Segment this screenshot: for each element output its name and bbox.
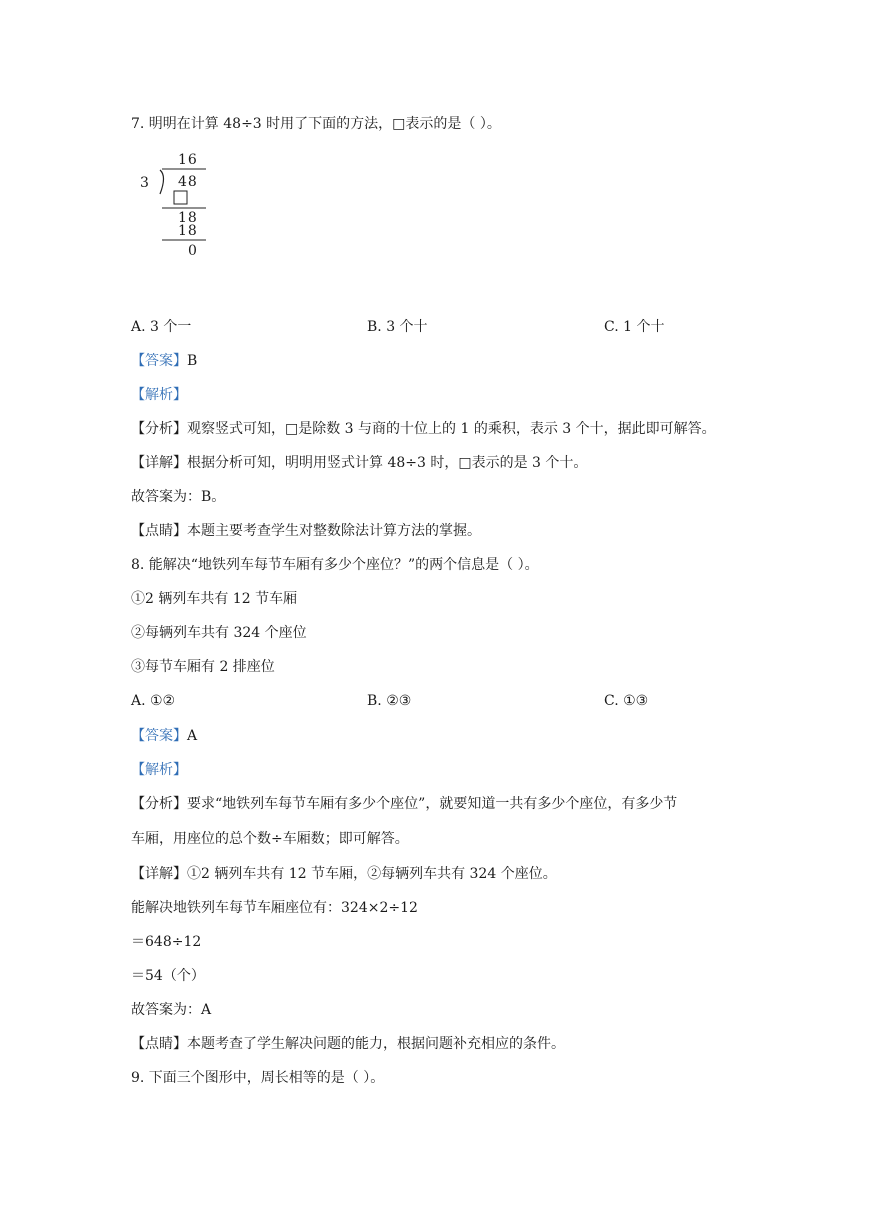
fenxi-text: 观察竖式可知，□是除数 3 与商的十位上的 1 的乘积，表示 3 个十，据此即可解答。 (187, 421, 716, 437)
division-remainder: 0 (188, 243, 198, 259)
q8-fenxi-2: 车厢，用座位的总个数÷车厢数；即可解答。 (131, 831, 409, 847)
q8-info-2: ②每辆列车共有 324 个座位 (131, 625, 307, 641)
q7-option-c: C. 1 个十 (604, 319, 665, 335)
dividend: 48 (178, 174, 198, 190)
fenxi-tag: 【分析】 (131, 796, 187, 812)
answer-tag: 【答案】 (131, 353, 187, 369)
q9-stem: 9. 下面三个图形中，周长相等的是（ ）。 (131, 1070, 385, 1086)
fenxi-text: 要求“地铁列车每节车厢有多少个座位”，就要知道一共有多少个座位，有多少节 (187, 796, 678, 812)
q7-dianjing (131, 522, 481, 540)
division-lines (136, 150, 216, 265)
dianjing-tag: 【点睛】 (131, 1036, 187, 1052)
q8-calc-2: ＝648÷12 (131, 934, 202, 950)
q8-conclusion: 故答案为：A (131, 1002, 212, 1018)
q8-option-b: B. ②③ (367, 693, 412, 709)
q7-option-a: A. 3 个一 (131, 319, 192, 335)
q8-calc-3: ＝54（个） (131, 968, 205, 984)
square-placeholder (174, 191, 187, 204)
q8-stem: 8. 能解决“地铁列车每节车厢有多少个座位？”的两个信息是（ ）。 (131, 557, 539, 573)
q8-option-c: C. ①③ (604, 693, 649, 709)
xiangjie-text: 根据分析可知，明明用竖式计算 48÷3 时，□表示的是 3 个十。 (187, 455, 588, 471)
dianjing-tag: 【点睛】 (131, 523, 187, 539)
q7-xiangjie (131, 454, 587, 472)
jiexi-tag: 【解析】 (131, 762, 187, 778)
q8-dianjing (131, 1035, 565, 1053)
q7-conclusion: 故答案为：B。 (131, 489, 226, 505)
xiangjie-text: ①2 辆列车共有 12 节车厢，②每辆列车共有 324 个座位。 (187, 866, 557, 882)
q8-calc-1: 能解决地铁列车每节车厢座位有：324×2÷12 (131, 900, 418, 916)
xiangjie-tag: 【详解】 (131, 455, 187, 471)
q8-xiangjie (131, 865, 557, 883)
q7-answer (131, 352, 197, 370)
q8-jiexi (131, 761, 187, 779)
q7-stem: 7. 明明在计算 48÷3 时用了下面的方法，□表示的是（ ）。 (131, 116, 501, 132)
dianjing-text: 本题主要考查学生对整数除法计算方法的掌握。 (187, 523, 481, 539)
dianjing-text: 本题考查了学生解决问题的能力，根据问题补充相应的条件。 (187, 1036, 565, 1052)
q7-fenxi (131, 420, 716, 438)
q8-info-3: ③每节车厢有 2 排座位 (131, 659, 275, 675)
jiexi-tag: 【解析】 (131, 387, 187, 403)
q8-option-a: A. ①② (131, 693, 176, 709)
xiangjie-tag: 【详解】 (131, 866, 187, 882)
answer-tag: 【答案】 (131, 728, 187, 744)
q8-fenxi-1 (131, 795, 677, 813)
answer-value: A (187, 728, 198, 744)
q7-option-b: B. 3 个十 (367, 319, 428, 335)
q8-info-1: ①2 辆列车共有 12 节车厢 (131, 591, 298, 607)
fenxi-tag: 【分析】 (131, 421, 187, 437)
q7-jiexi (131, 386, 187, 404)
division-step1: 18 (178, 210, 198, 226)
divisor: 3 (140, 175, 150, 191)
q8-answer (131, 727, 197, 745)
long-division-figure (136, 150, 216, 265)
quotient: 16 (178, 152, 198, 168)
division-step2: 18 (178, 223, 198, 239)
answer-value: B (187, 353, 198, 369)
